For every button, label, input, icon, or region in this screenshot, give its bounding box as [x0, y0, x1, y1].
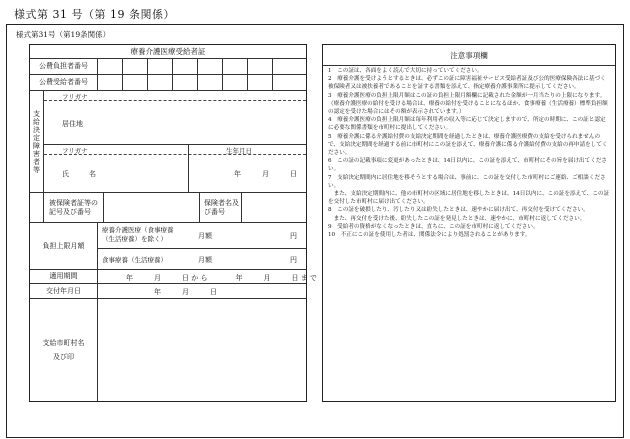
decision-group-label: 支給決定障害者等 [32, 109, 41, 174]
copay-medical-yen-label: 円 [290, 232, 297, 240]
notes-list [328, 67, 610, 239]
period-label: 適用期間 [30, 270, 98, 283]
insured-row [30, 193, 306, 223]
copay-limit-row [30, 223, 306, 270]
payer-digit-box [248, 59, 273, 74]
copay-meal-monthly-label: 月額 [198, 256, 212, 264]
birthdate-label: 生年月日 [226, 147, 252, 155]
issue-date-value: 年 月 日 [154, 288, 217, 296]
municipality-label-box [30, 299, 98, 401]
copay-row-meal [98, 249, 306, 270]
recipient-digit-box [123, 75, 148, 90]
birth-day-label: 日 [290, 170, 297, 178]
recipient-digit-box [248, 75, 273, 90]
note-item: また、再交付を受けた後、紛失したこの証を発見したときは、速やかに、市町村に返してください。 [328, 215, 586, 222]
decision-group-label-box [30, 91, 44, 193]
note-item: 4 療養介護医療の負担上限月額は毎年利用者の収入等に応じて決定しますので、所定の時期に、この証と認定に必要な関係書類を市町村に提出してください。 [328, 117, 606, 132]
note-item: 10 不正にこの証を使用した者は、関係法令により処罰されることがあります。 [328, 232, 531, 239]
address-label: 居住地 [62, 120, 83, 128]
period-value: 年 月 日 か ら 年 月 日 ま で [126, 274, 317, 282]
insurer-label: 保険者名及び番号 [200, 193, 242, 222]
copay-medical-label: 療養介護医療（食事療養（生活療養）を除く） [102, 226, 174, 243]
inner-form-number: 様式第31号（第19条関係） [16, 30, 111, 39]
insured-symbol-value [104, 193, 200, 222]
recipient-number-label: 公費受給者番号 [30, 75, 98, 90]
recipient-number-row [30, 75, 306, 91]
payer-digit-box [148, 59, 173, 74]
furigana-label: フリガナ [62, 93, 88, 101]
note-item: 5 療養介護に係る介護給付費の支給決定期間を経過したときは、療養介護医療費の支給を受けられませんので、支給決定期間を経過する前に市町村にこの証を添えて、療養介護に係る介護給付費の支給の再申請をしてください。 [328, 133, 608, 157]
payer-digit-box [273, 59, 305, 74]
furigana-row-address [44, 91, 306, 101]
birth-month-label: 月 [262, 170, 269, 178]
insured-symbol-label: 被保険者証等の記号及び番号 [44, 193, 104, 222]
recipient-digit-box [173, 75, 198, 90]
furigana-label: フリガナ [62, 147, 88, 155]
certificate-card [29, 44, 317, 402]
insurer-value [242, 193, 306, 222]
payer-digit-box [123, 59, 148, 74]
payer-number-label: 公費負担者番号 [30, 59, 98, 74]
name-row [44, 155, 306, 193]
municipality-label: 支給市町村名 及び印 [42, 339, 85, 361]
note-item: 3 療養介護医療の負担上限月額はこの証の負担上限月額欄に記載された金額が一月当たりの上限になります。（療養介護医療の給付を受ける場合は、療養の給付を受けることになるほか、食事療養（生活療養）標準負担額の認定を受けた場合にはその額が表示されています。） [328, 92, 608, 116]
name-label: 氏 名 [62, 170, 98, 178]
note-item: 6 この証の記載事項に変更があったときは、14日以内に、この証を添えて、市町村にその旨を届け出てください。 [328, 158, 608, 173]
recipient-digit-box [98, 75, 123, 90]
payer-digit-box [223, 59, 248, 74]
copay-meal-label: 食事療養（生活療養） [102, 256, 167, 264]
note-item: また、支給決定期間内に、他の市町村の区域に居住地を移したときは、14日以内に、この証を添えて、この証を交付した市町村に届け出てください。 [328, 191, 610, 206]
issue-date-label: 交付年月日 [30, 284, 98, 298]
payer-digit-box [198, 59, 223, 74]
insured-spacer [30, 193, 44, 222]
notes-card [322, 44, 616, 402]
recipient-digit-box [148, 75, 173, 90]
period-row [30, 270, 317, 284]
copay-medical-monthly-label: 月額 [198, 232, 212, 240]
copay-limit-label: 負担上限月額 [30, 223, 98, 269]
payer-digit-box [173, 59, 198, 74]
note-item: 8 この証を破損したり、汚したり又は紛失したときは、速やかに届け出て、再交付を受けてください。 [328, 207, 589, 214]
notes-title: 注意事項欄 [323, 45, 615, 66]
payer-number-row [30, 59, 306, 75]
issue-date-row [30, 284, 306, 299]
copay-row-medical [98, 223, 306, 249]
note-item: 2 療養介護を受けようとするときは、必ずこの証に障害福祉サービス受給者証及び公的医療保険各法に基づく被保険者又は被扶養者であることを証する書類を添えて、指定療養介護事業所に提示してください。 [328, 76, 606, 91]
copay-meal-yen-label: 円 [290, 256, 297, 264]
recipient-digit-box [198, 75, 223, 90]
recipient-digit-box [223, 75, 248, 90]
address-row [44, 101, 306, 145]
recipient-digit-box [273, 75, 305, 90]
form-number: 様式第 31 号（第 19 条関係） [14, 8, 175, 21]
furigana-row-name [44, 145, 306, 155]
payer-digit-box [98, 59, 123, 74]
note-item: 7 支給決定期間内に居住地を移そうとする場合は、事前に、この証を交付した市町村にご連絡、ご相談ください。 [328, 174, 606, 189]
note-item: 9 受給者の資格がなくなったときは、直ちに、この証を市町村に返してください。 [328, 223, 539, 230]
birth-year-label: 年 [234, 170, 241, 178]
note-item: 1 この証は、各面をよく読んで大切に持っていてください。 [328, 68, 483, 74]
card-title-row [30, 45, 306, 59]
card-title: 療養介護医療受給者証 [130, 46, 206, 56]
